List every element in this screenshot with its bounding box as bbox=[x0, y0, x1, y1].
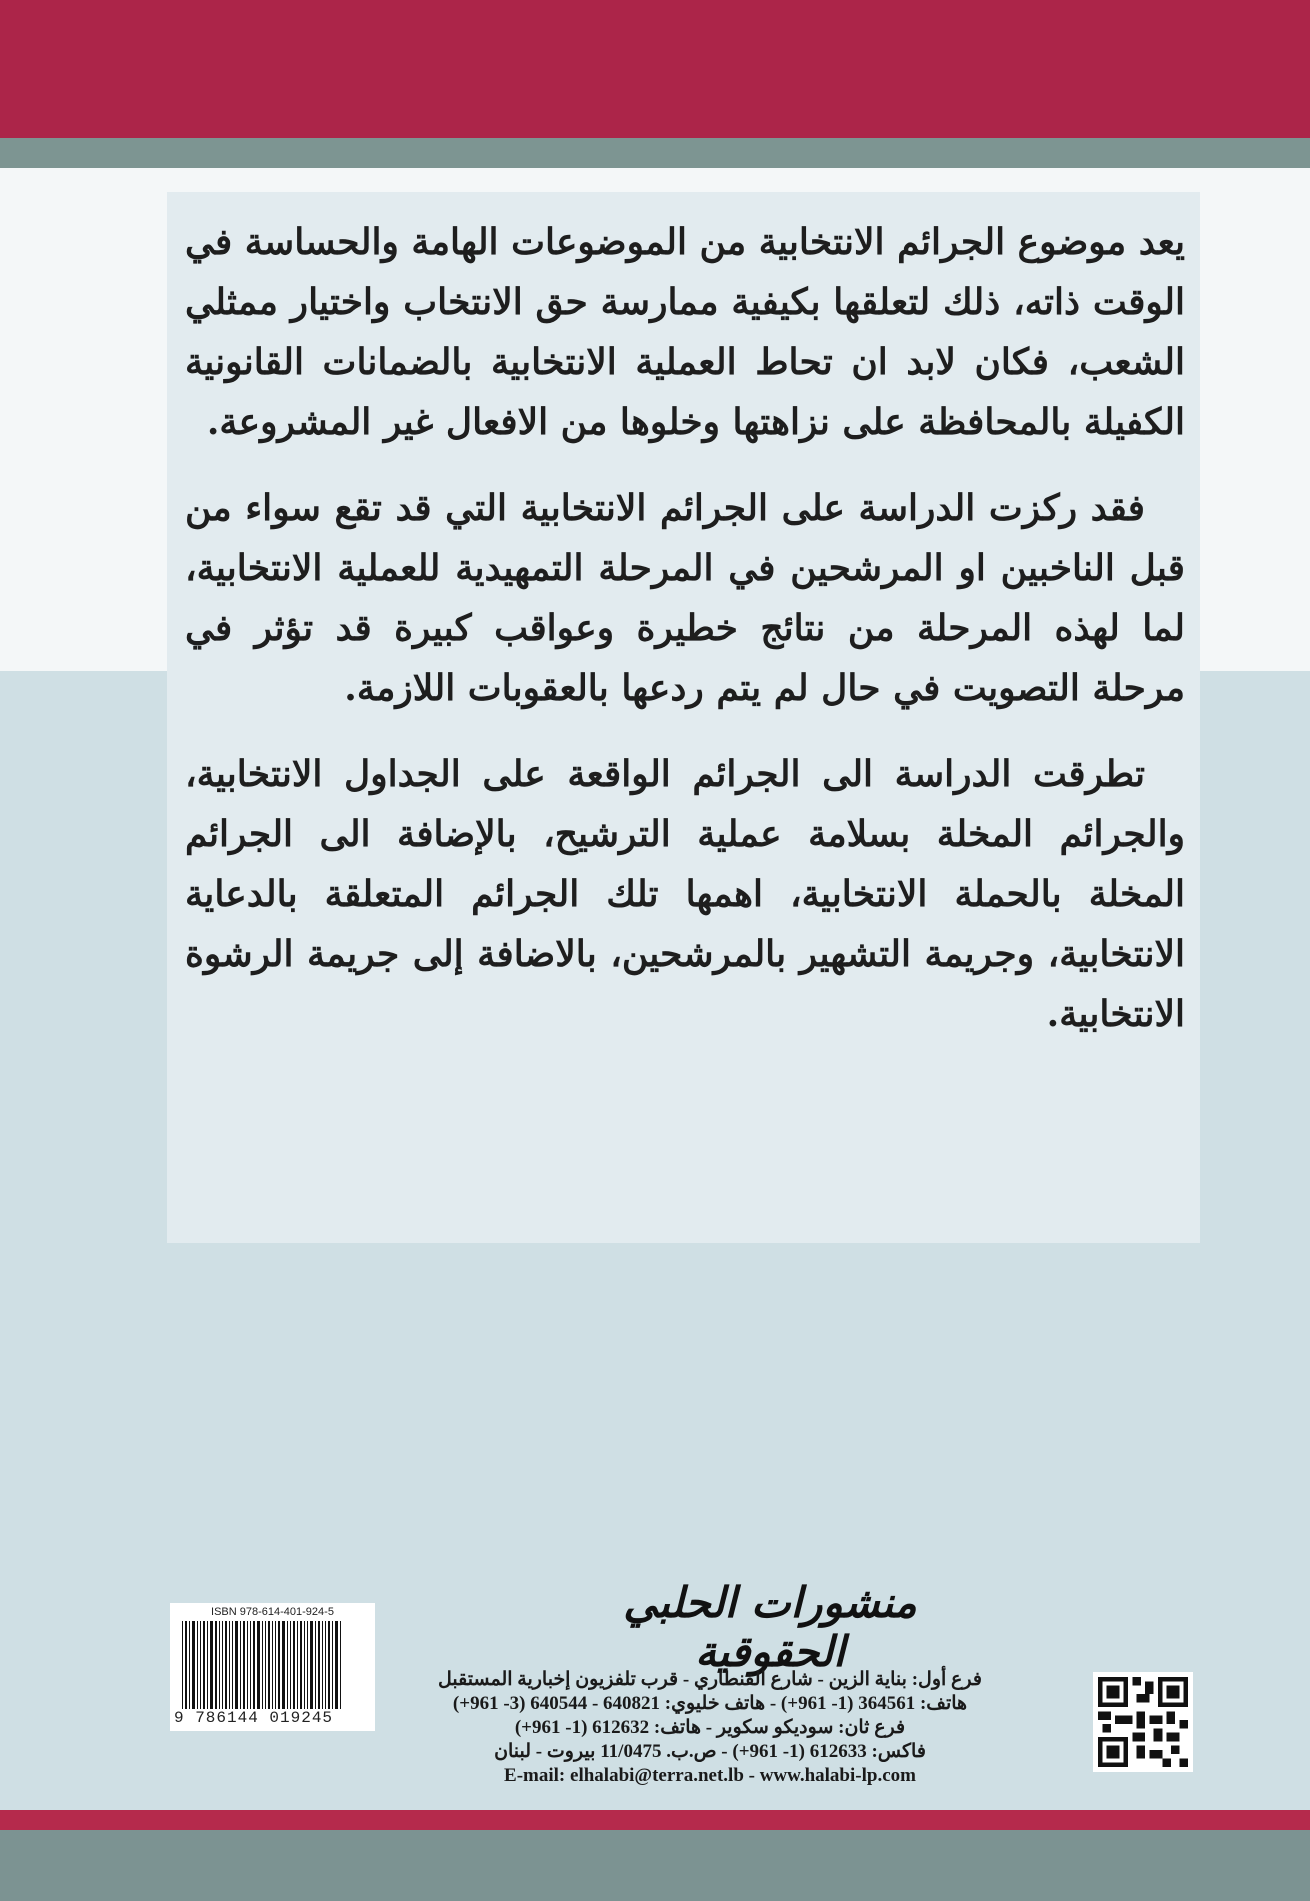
barcode-bar bbox=[185, 1621, 187, 1709]
barcode-bar bbox=[318, 1621, 320, 1709]
barcode-bar bbox=[335, 1621, 338, 1709]
info-line-4: فاكس: 612633 (1- 961+) - ص.ب. 11/0475 بيروت - لبنان bbox=[494, 1741, 926, 1762]
barcode-bar bbox=[310, 1621, 313, 1709]
barcode-bar bbox=[300, 1621, 302, 1709]
barcode-bar bbox=[293, 1621, 295, 1709]
top-color-band bbox=[0, 0, 1310, 138]
barcode-bar bbox=[265, 1621, 266, 1709]
info-line-3: فرع ثان: سوديكو سكوير - هاتف: 612632 (1- 961+) bbox=[514, 1717, 906, 1738]
barcode-bar bbox=[304, 1621, 305, 1709]
barcode-bar bbox=[200, 1621, 201, 1709]
barcode-bar bbox=[240, 1621, 241, 1709]
publisher-logo: منشورات الحلبي الحقوقية bbox=[623, 1578, 917, 1676]
barcode-bar bbox=[322, 1621, 323, 1709]
barcode-bar bbox=[253, 1621, 255, 1709]
barcode-bar bbox=[307, 1621, 308, 1709]
barcode-bar bbox=[232, 1621, 233, 1709]
isbn-label: ISBN 978-614-401-924-5 bbox=[211, 1606, 334, 1618]
barcode-bar bbox=[189, 1621, 190, 1709]
barcode-bar bbox=[247, 1621, 248, 1709]
barcode-bar bbox=[197, 1621, 198, 1709]
info-line-2: هاتف: 364561 (1- 961+) - هاتف خليوي: 640821 - 640544 (3- 961+) bbox=[452, 1693, 968, 1714]
barcode-bar bbox=[278, 1621, 280, 1709]
barcode-bar bbox=[268, 1621, 270, 1709]
barcode-bar bbox=[297, 1621, 298, 1709]
barcode-number: 9 786144 019245 bbox=[174, 1709, 334, 1727]
bottom-color-band bbox=[0, 1810, 1310, 1830]
barcode-bar bbox=[182, 1621, 183, 1709]
isbn-barcode bbox=[170, 1603, 375, 1731]
barcode-bar bbox=[272, 1621, 273, 1709]
barcode-bar bbox=[328, 1621, 330, 1709]
barcode-bar bbox=[282, 1621, 285, 1709]
paragraph-3: تطرقت الدراسة الى الجرائم الواقعة على الجداول الانتخابية، والجرائم المخلة بسلامة عملية الترشيح، بالإضافة الى الجرائم المخلة بالحملة الانتخابية، اهمها تلك الجرائم المتعلقة بالدعاية الانتخابية، وجريمة التشهير بالمرشحين، بالاضافة إلى جريمة الرشوة الانتخابية. bbox=[185, 753, 1185, 1035]
paragraph-1: يعد موضوع الجرائم الانتخابية من الموضوعات الهامة والحساسة في الوقت ذاته، ذلك لتعلقها بكيفية ممارسة حق الانتخاب واختيار ممثلي الشعب، فكان لابد ان تحاط العملية الانتخابية بالضمانات القانونية الكفيلة بالمحافظة على نزاهتها وخلوها من الافعال غير المشروعة. bbox=[185, 221, 1185, 443]
barcode-bar bbox=[215, 1621, 217, 1709]
barcode-bar bbox=[225, 1621, 227, 1709]
barcode-bar bbox=[222, 1621, 223, 1709]
top-gray-band bbox=[0, 138, 1310, 168]
barcode-bar bbox=[257, 1621, 260, 1709]
publisher-info bbox=[370, 1668, 1050, 1788]
barcode-bar bbox=[235, 1621, 238, 1709]
barcode-bar bbox=[207, 1621, 208, 1709]
barcode-bar bbox=[262, 1621, 263, 1709]
barcode-bar bbox=[275, 1621, 276, 1709]
barcode-bar bbox=[243, 1621, 245, 1709]
barcode-bar bbox=[287, 1621, 288, 1709]
blurb-text bbox=[185, 212, 1185, 1070]
bottom-gray-band bbox=[0, 1830, 1310, 1901]
barcode-bar bbox=[290, 1621, 291, 1709]
barcode-bar bbox=[219, 1621, 220, 1709]
barcode-bar bbox=[203, 1621, 205, 1709]
info-line-1: فرع أول: بناية الزين - شارع القنطاري - قرب تلفزيون إخبارية المستقبل bbox=[438, 1669, 982, 1690]
barcode-bar bbox=[332, 1621, 333, 1709]
barcode-bar bbox=[250, 1621, 251, 1709]
paragraph-2: فقد ركزت الدراسة على الجرائم الانتخابية التي قد تقع سواء من قبل الناخبين او المرشحين في المرحلة التمهيدية للعملية الانتخابية، لما لهذه المرحلة من نتائج خطيرة وعواقب كبيرة قد تؤثر في مرحلة التصويت في حال لم يتم ردعها بالعقوبات اللازمة. bbox=[185, 487, 1186, 709]
barcode-bar bbox=[325, 1621, 326, 1709]
email-website-line: E-mail: elhalabi@terra.net.lb - www.halabi-lp.com bbox=[504, 1765, 916, 1786]
barcode-bar bbox=[340, 1621, 341, 1709]
barcode-bar bbox=[229, 1621, 230, 1709]
qr-code-icon bbox=[1093, 1672, 1193, 1772]
barcode-bars bbox=[182, 1621, 367, 1709]
barcode-bar bbox=[315, 1621, 316, 1709]
barcode-bar bbox=[210, 1621, 213, 1709]
barcode-bar bbox=[192, 1621, 195, 1709]
